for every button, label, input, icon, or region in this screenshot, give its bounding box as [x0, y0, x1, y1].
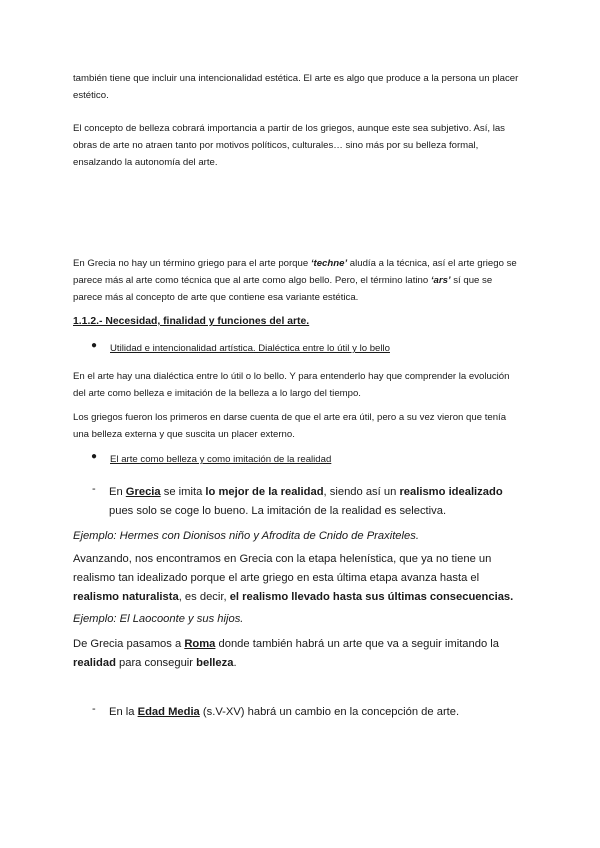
- text-run: En Grecia no hay un término griego para el arte porque: [73, 258, 311, 269]
- text-run: donde también habrá un arte que va a seguir imitando la: [215, 638, 500, 650]
- text-run: Avanzando, nos encontramos en Grecia con la etapa helenística, que ya no tiene un realismo tan idealizado porque el arte griego en esta última etapa avanza hasta el: [73, 553, 492, 584]
- text-run: se imita: [160, 486, 206, 498]
- text-run: para conseguir: [115, 657, 197, 669]
- term-techne: ‘techne’: [310, 258, 348, 269]
- bullet-dot: ●: [91, 451, 98, 462]
- paragraph-griegos-util: Los griegos fueron los primeros en darse cuenta de que el arte era útil, pero a su vez vieron que tenía una belleza externa y que suscita un placer externo.: [73, 412, 507, 440]
- text-run: sí que se parece más al concepto de arte que contiene esa variante estética.: [73, 275, 493, 303]
- paragraph-intencionalidad: también tiene que incluir una intencionalidad estética. El arte es algo que produce a la persona un placer estético.: [73, 73, 519, 101]
- term-grecia: Grecia: [125, 486, 161, 498]
- bullet-dot: ●: [91, 340, 98, 351]
- text-run: (s.V-XV) habrá un cambio en la concepción de arte.: [199, 706, 460, 718]
- text-run: , es decir,: [178, 591, 230, 603]
- bullet-utilidad: Utilidad e intencionalidad artística. Dialéctica entre lo útil y lo bello: [110, 343, 390, 354]
- term-realismo-naturalista: realismo naturalista: [73, 591, 179, 603]
- term-mejor-realidad: lo mejor de la realidad: [205, 486, 324, 498]
- text-run: De Grecia pasamos a: [73, 638, 185, 650]
- paragraph-techne-ars: [73, 255, 523, 306]
- paragraph-roma: [73, 635, 523, 673]
- term-realismo-idealizado: realismo idealizado: [399, 486, 503, 498]
- dash-item-grecia: [109, 483, 529, 521]
- text-run: , siendo así un: [323, 486, 400, 498]
- term-realidad: realidad: [73, 657, 116, 669]
- term-ultimas-consecuencias: el realismo llevado hasta sus últimas consecuencias.: [229, 591, 514, 603]
- text-run: .: [233, 657, 237, 669]
- example-laocoonte: Ejemplo: El Laocoonte y sus hijos.: [73, 613, 244, 625]
- dash-marker: -: [92, 483, 96, 495]
- dash-marker: -: [92, 703, 96, 715]
- paragraph-dialectica: En el arte hay una dialéctica entre lo útil o lo bello. Y para entenderlo hay que comprender la evolución del arte como belleza e imitación de la belleza a lo largo del tiempo.: [73, 371, 510, 399]
- text-run: En: [109, 486, 126, 498]
- text-run: aludía a la técnica, así el arte griego se parece más al arte como técnica que al arte como algo bello. Pero, el término latino: [73, 258, 517, 286]
- term-roma: Roma: [184, 638, 216, 650]
- example-hermes: Ejemplo: Hermes con Dionisos niño y Afrodita de Cnido de Praxiteles.: [73, 530, 419, 542]
- dash-item-edad-media: [109, 703, 529, 722]
- text-run: pues solo se coge lo bueno. La imitación de la realidad es selectiva.: [109, 505, 447, 517]
- bullet-belleza-imitacion: El arte como belleza y como imitación de la realidad: [110, 454, 332, 465]
- paragraph-belleza-griegos: El concepto de belleza cobrará importancia a partir de los griegos, aunque este sea subjetivo. Así, las obras de arte no atraen tanto por motivos políticos, culturales… sino más por su belleza formal, ensalzando la autonomía del arte.: [73, 123, 505, 168]
- paragraph-helenistica: [73, 550, 523, 607]
- section-heading: 1.1.2.- Necesidad, finalidad y funciones del arte.: [73, 316, 310, 327]
- term-belleza: belleza: [196, 657, 234, 669]
- term-ars: ‘ars’: [430, 275, 451, 286]
- text-run: En la: [109, 706, 138, 718]
- term-edad-media: Edad Media: [137, 706, 200, 718]
